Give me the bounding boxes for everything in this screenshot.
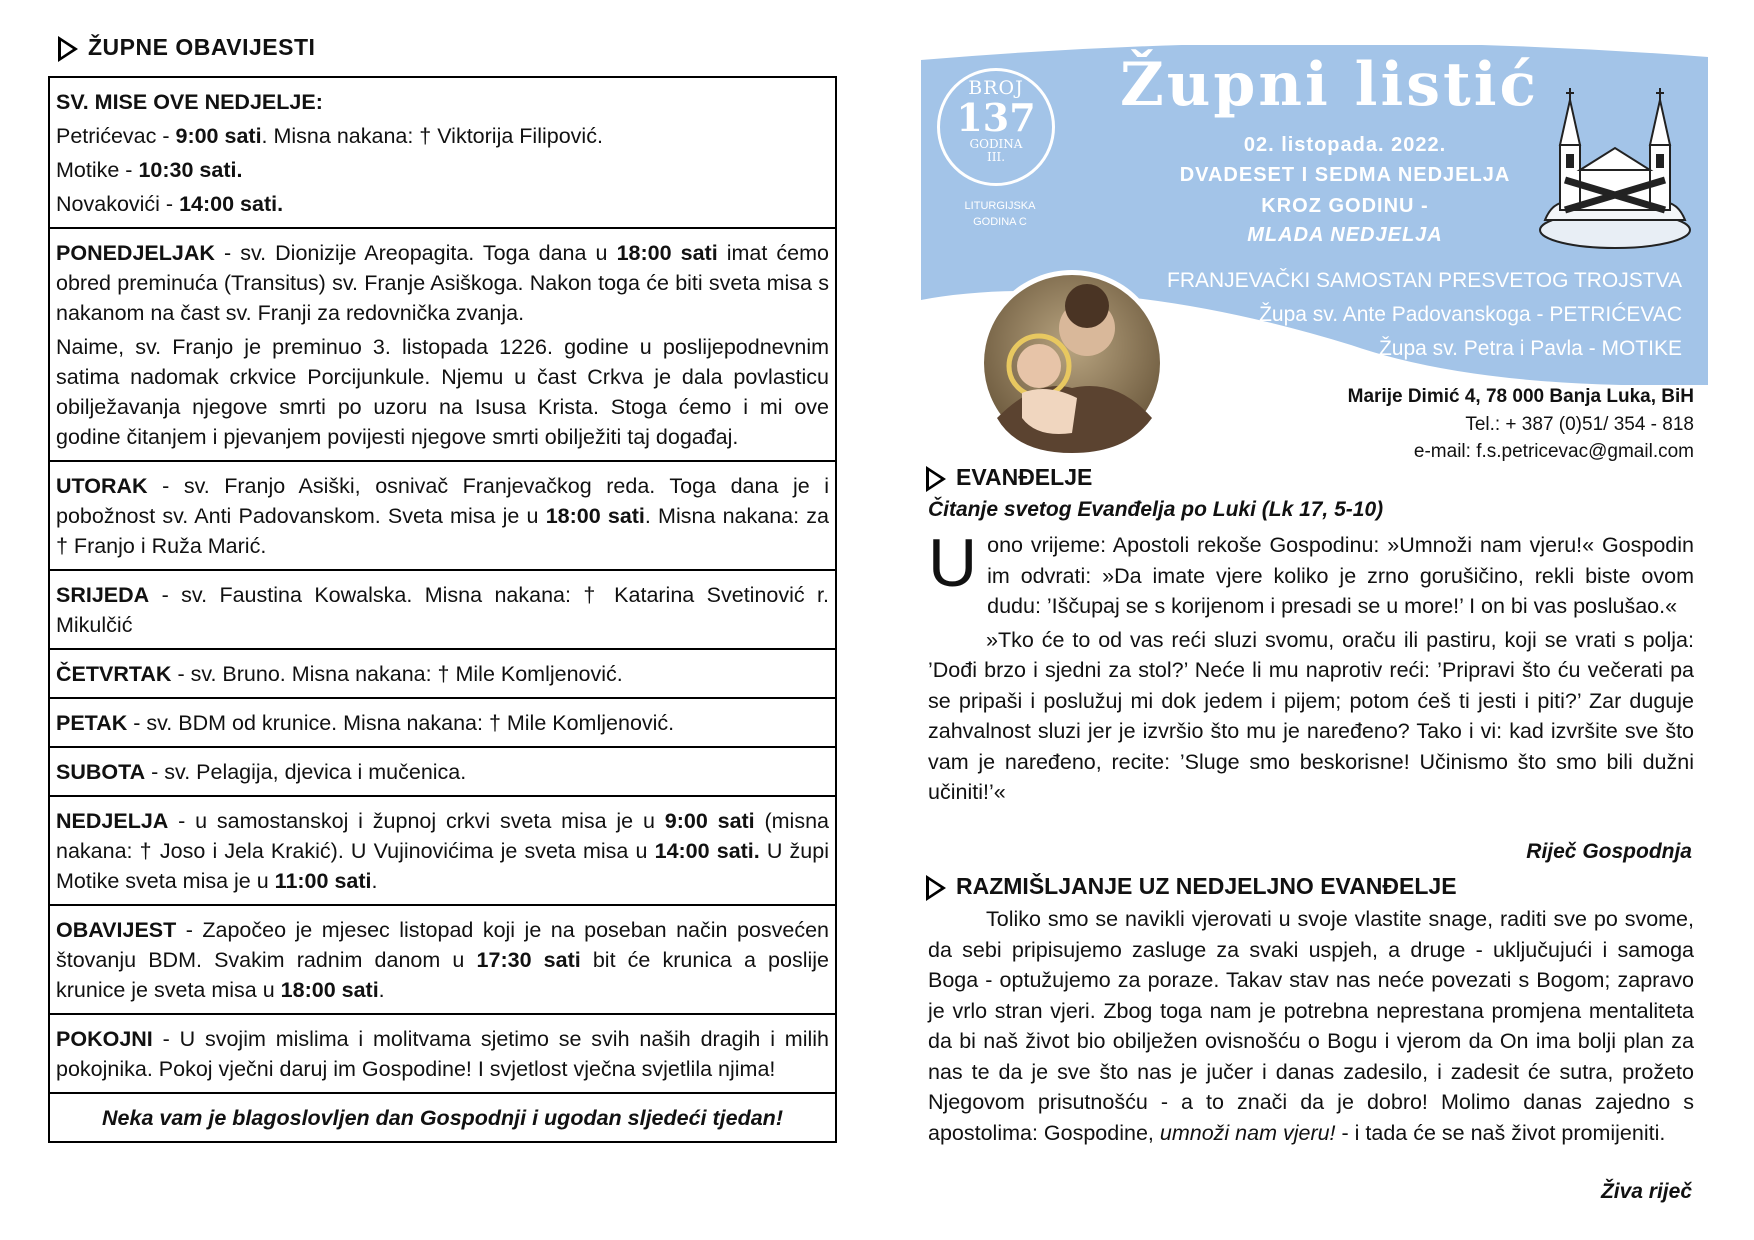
liturgical-year: LITURGIJSKA GODINA C bbox=[964, 200, 1036, 228]
notice-label: OBAVIJEST bbox=[56, 918, 177, 942]
masses-cell bbox=[50, 78, 835, 229]
tuesday-cell: UTORAK - sv. Franjo Asiški, osnivač Franjevačkog reda. Toga dana je i pobožnost sv. Anti Padovanskom. Sveta misa je u 18:00 sati. Misna nakana: za † Franjo i Ruža Marić. bbox=[50, 462, 835, 571]
notices-table bbox=[48, 76, 837, 1143]
gospel-subtitle: Čitanje svetog Evanđelja po Luki (Lk 17, 5-10) bbox=[928, 498, 1384, 521]
gospel-signature: Riječ Gospodnja bbox=[1526, 840, 1692, 863]
saint-anthony-medallion bbox=[977, 268, 1167, 458]
sunday-name-line3: MLADA NEDJELJA bbox=[1247, 224, 1443, 246]
triangle-bullet-icon bbox=[926, 875, 946, 901]
monastery-name: FRANJEVAČKI SAMOSTAN PRESVETOG TROJSTVA bbox=[1167, 269, 1682, 292]
saturday-label: SUBOTA bbox=[56, 760, 146, 784]
friday-label: PETAK bbox=[56, 711, 128, 735]
issue-date: 02. listopada. 2022. bbox=[1243, 134, 1447, 156]
wednesday-cell: SRIJEDA - sv. Faustina Kowalska. Misna nakana: † Katarina Svetinović r. Mikulčić bbox=[50, 571, 835, 650]
gospel-text: U ono vrijeme: Apostoli rekoše Gospodinu: »Umnoži nam vjeru!« Gospodin im odvrati: »Da imate vjere koliko je zrno gorušičino, rekli biste ovom dudu: ’Iščupaj se s korijenom i presadi se u more!’ I on bi vas poslušao.« »Tko će to od vas reći sluzi svomu, oraču ili pastiru, koji se vrati s polja: ’Dođi brzo i sjedni za stol?’ Neće li mu naprotiv reći: ’Pripravi što ću večerati pa se pripaši i poslužuj mi dok jedem i pijem; potom ćeš ti jesti i piti?’ Zar duguje zahvalnost sluzi jer je izvršio što mu je naređeno? Tako i vi: kad izvršite sve što vam je naređeno, recite: ’Sluge smo beskorisne! Učinismo što smo bili dužni učiniti!’« bbox=[928, 525, 1694, 804]
mass-novakovici: Novakovići - 14:00 sati. bbox=[56, 192, 284, 216]
sunday-label: NEDJELJA bbox=[56, 809, 169, 833]
tuesday-label: UTORAK bbox=[56, 474, 148, 498]
monday-paragraph: Naime, sv. Franjo je preminuo 3. listopada 1226. godine u poslijepodnevnim satima nadomak crkvice Porcijunkule. Njemu u čast Crkva je dala povlasticu obilježavanja njegove smrti po uzoru na Isusa Krista. Stoga ćemo i mi ove godine čitanjem i pjevanjem povijesti njegove smrti obilježiti taj događaj. bbox=[56, 335, 829, 449]
mass-petricevac: Petrićevac - 9:00 sati. Misna nakana: † Viktorija Filipović. bbox=[56, 124, 603, 148]
monday-cell: PONEDJELJAK - sv. Dionizije Areopagita. Toga dana u 18:00 sati imat ćemo obred preminuća (Transitus) sv. Franje Asiškoga. Nakon toga će biti sveta misa s nakanom na čast sv. Franji za redovnička zvanja. Naime, sv. Franjo je preminuo 3. listopada 1226. godine u poslijepodnevnim satima nadomak crkvice Porcijunkule. Njemu u čast Crkva je dala povlasticu obilježavanja njegove smrti po uzoru na Isusa Krista. Stoga ćemo i mi ove godine čitanjem i pjevanjem povijesti njegove smrti obilježiti taj događaj. bbox=[50, 229, 835, 462]
friday-cell: PETAK - sv. BDM od krunice. Misna nakana: † Mile Komljenović. bbox=[50, 699, 835, 748]
bulletin-title: Župni listić bbox=[1120, 50, 1540, 120]
triangle-bullet-icon bbox=[58, 36, 78, 62]
phone: Tel.: + 387 (0)51/ 354 - 818 bbox=[1465, 414, 1694, 435]
notices-heading: ŽUPNE OBAVIJESTI bbox=[58, 34, 315, 62]
sunday-cell: NEDJELJA - u samostanskoj i župnoj crkvi sveta misa je u 9:00 sati (misna nakana: † Joso i Jela Krakić). U Vujinovićima je sveta misa u 14:00 sati. U župi Motike sveta misa je u 11:00 sati. bbox=[50, 797, 835, 906]
sunday-name-line2: KROZ GODINU - bbox=[1261, 195, 1429, 217]
drop-cap: U bbox=[928, 525, 978, 601]
triangle-bullet-icon bbox=[926, 466, 946, 492]
email: e-mail: f.s.petricevac@gmail.com bbox=[1413, 441, 1694, 462]
mass-motike: Motike - 10:30 sati. bbox=[56, 158, 243, 182]
parish-petricevac: Župa sv. Ante Padovanskoga - PETRIĆEVAC bbox=[1259, 303, 1682, 326]
thursday-cell: ČETVRTAK - sv. Bruno. Misna nakana: † Mile Komljenović. bbox=[50, 650, 835, 699]
reflection-text: Toliko smo se navikli vjerovati u svoje vlastite snage, raditi sve po svome, da sebi pripisujemo zasluge za svaki uspjeh, a druge - uključujući i samoga Boga - optužujemo za poraze. Takav stav nas neće povezati s Bogom; zapravo je vrlo stran vjeri. Zbog toga nam je potrebna neprestana promjena mentaliteta da bi naš život bio obilježen ovisnošću o Bogu i vjerom da On ima bolji plan za nas te da je sve što nas je jučer i danas zadesilo, i zadesit će sutra, prožeto Njegovom prisutnošću - a to znači da je dobro! Molimo danas zajedno s apostolima: Gospodine, umnoži nam vjeru! - i tada će se naš život promijeniti. bbox=[928, 907, 1694, 1145]
reflection-heading: RAZMIŠLJANJE UZ NEDJELJNO EVANĐELJE bbox=[926, 873, 1457, 901]
reflection-signature: Živa riječ bbox=[1600, 1180, 1692, 1203]
wednesday-label: SRIJEDA bbox=[56, 583, 150, 607]
deceased-cell: POKOJNI - U svojim mislima i molitvama sjetimo se svih naših dragih i milih pokojnika. Pokoj vječni daruj im Gospodine! I svjetlost vječna svjetlila njima! bbox=[50, 1015, 835, 1094]
parish-motike: Župa sv. Petra i Pavla - MOTIKE bbox=[1378, 337, 1682, 360]
address: Marije Dimić 4, 78 000 Banja Luka, BiH bbox=[1347, 386, 1694, 407]
saturday-cell: SUBOTA - sv. Pelagija, djevica i mučenica. bbox=[50, 748, 835, 797]
thursday-label: ČETVRTAK bbox=[56, 662, 172, 686]
monday-label: PONEDJELJAK bbox=[56, 241, 215, 265]
sunday-name-line1: DVADESET I SEDMA NEDJELJA bbox=[1179, 164, 1511, 186]
masses-title: SV. MISE OVE NEDJELJE: bbox=[56, 90, 323, 114]
notice-cell: OBAVIJEST - Započeo je mjesec listopad koji je na poseban način posvećen štovanju BDM. Svakim radnim danom u 17:30 sati bit će krunica a poslije krunice je sveta misa u 18:00 sati. bbox=[50, 906, 835, 1015]
gospel-heading: EVANĐELJE bbox=[926, 464, 1092, 492]
closing-blessing: Neka vam je blagoslovljen dan Gospodnji i ugodan sljedeći tjedan! bbox=[102, 1106, 783, 1130]
deceased-label: POKOJNI bbox=[56, 1027, 153, 1051]
issue-number-badge: BROJ 137 GODINA III. bbox=[937, 68, 1055, 186]
church-logo-icon bbox=[1535, 60, 1695, 250]
